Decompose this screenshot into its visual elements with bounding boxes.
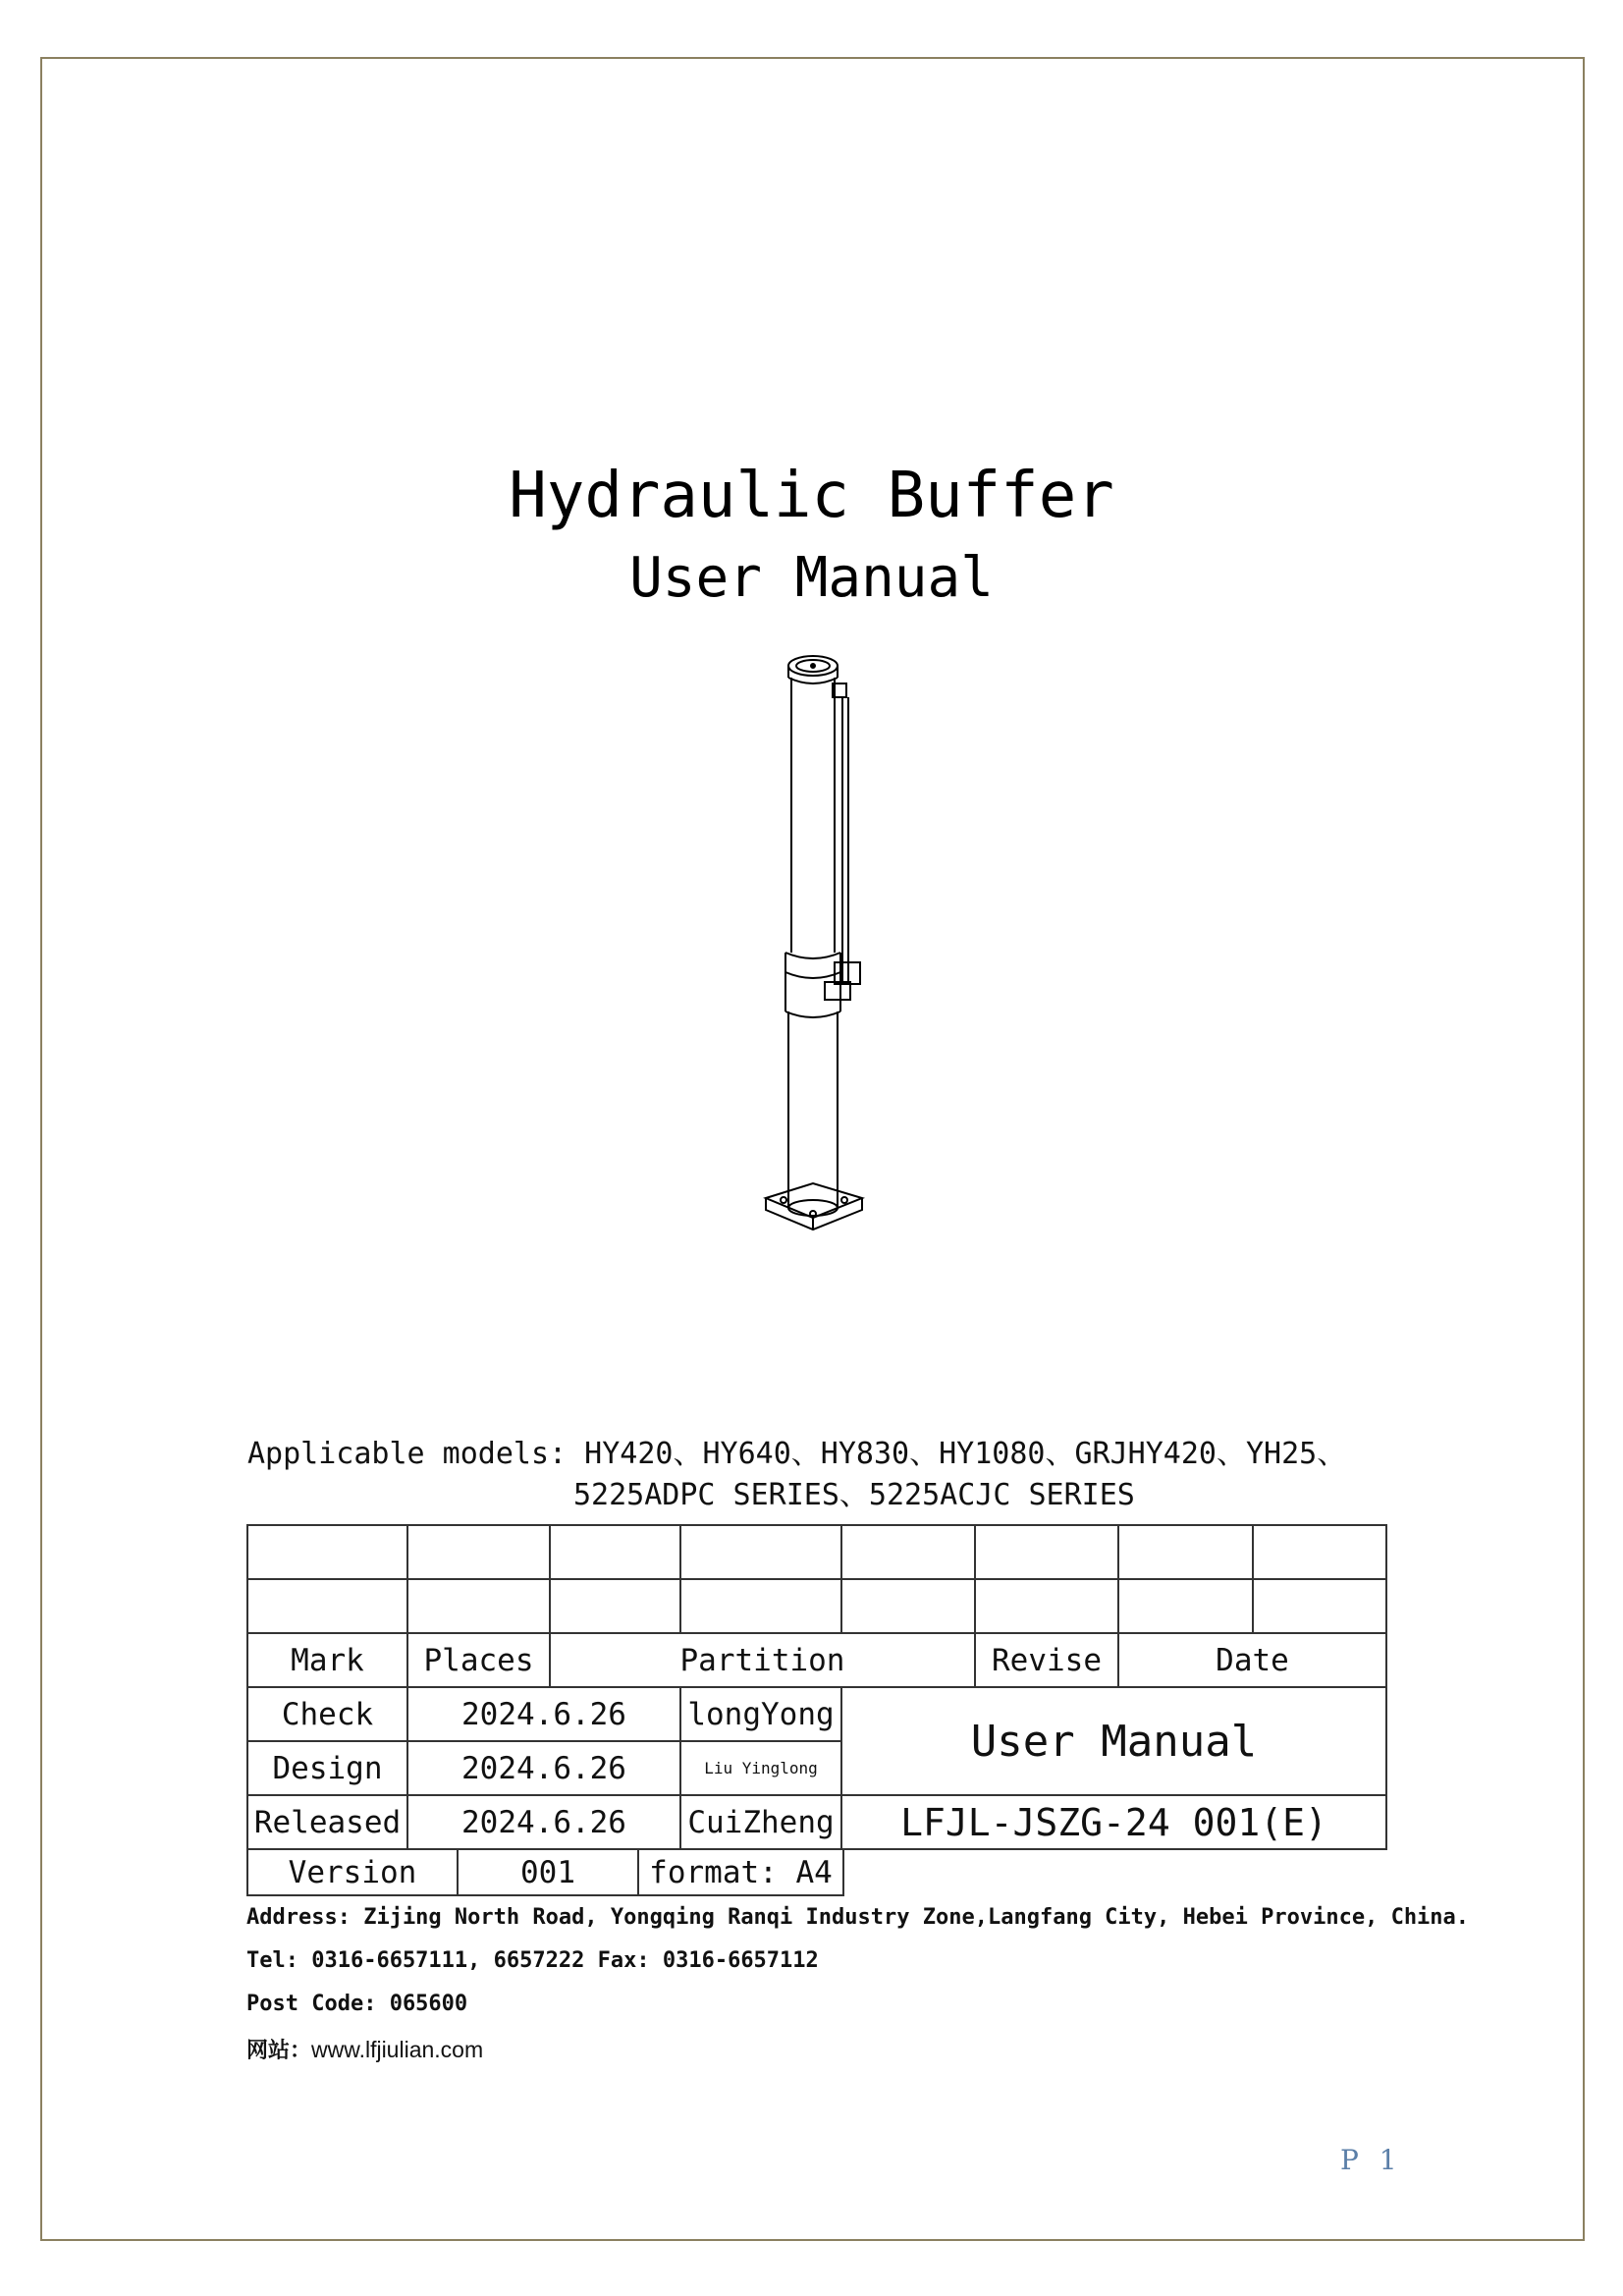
design-date: 2024.6.26: [407, 1741, 680, 1795]
design-name: Liu Yinglong: [680, 1741, 841, 1795]
version-row: [247, 1849, 843, 1895]
released-date: 2024.6.26: [407, 1795, 680, 1849]
version-label: Version: [247, 1849, 458, 1895]
version-value: 001: [458, 1849, 638, 1895]
released-name: CuiZheng: [680, 1795, 841, 1849]
hydraulic-buffer-drawing: [756, 648, 874, 1247]
design-label: Design: [247, 1741, 407, 1795]
doc-title-cell: User Manual: [841, 1687, 1386, 1795]
format-value: format: A4: [638, 1849, 843, 1895]
models-line-1: Applicable models: HY420、HY640、HY830、HY1080、GRJHY420、YH25、: [247, 1437, 1347, 1471]
website-link[interactable]: www.lfjiulian.com: [311, 2037, 484, 2062]
check-name: longYong: [680, 1687, 841, 1741]
date-header: Date: [1118, 1633, 1386, 1687]
check-date: 2024.6.26: [407, 1687, 680, 1741]
released-row: [247, 1795, 1386, 1849]
document-title: Hydraulic Buffer: [509, 460, 1114, 532]
applicable-models: [247, 1434, 1346, 1516]
released-label: Released: [247, 1795, 407, 1849]
document-subtitle: User Manual: [629, 546, 994, 610]
tel-fax-line: Tel: 0316-6657111, 6657222 Fax: 0316-6657112: [246, 1948, 819, 1973]
partition-header: Partition: [550, 1633, 975, 1687]
revision-row: [247, 1579, 1386, 1633]
mark-header: Mark: [247, 1633, 407, 1687]
revise-header: Revise: [975, 1633, 1118, 1687]
places-header: Places: [407, 1633, 550, 1687]
website-line: [246, 2034, 483, 2064]
version-table: [246, 1848, 844, 1896]
revision-header-row: [247, 1633, 1386, 1687]
doc-code-cell: LFJL-JSZG-24 001(E): [841, 1795, 1386, 1849]
revision-table: [246, 1524, 1387, 1850]
check-label: Check: [247, 1687, 407, 1741]
page-number: P 1: [1340, 2144, 1403, 2176]
models-line-2: 5225ADPC SERIES、5225ACJC SERIES: [573, 1478, 1135, 1512]
check-row: [247, 1687, 1386, 1741]
address-line: Address: Zijing North Road, Yongqing Ranqi Industry Zone,Langfang City, Hebei Province, China.: [246, 1905, 1470, 1930]
website-label: 网站：: [246, 2039, 312, 2063]
post-code-line: Post Code: 065600: [246, 1992, 468, 2016]
revision-row: [247, 1525, 1386, 1579]
